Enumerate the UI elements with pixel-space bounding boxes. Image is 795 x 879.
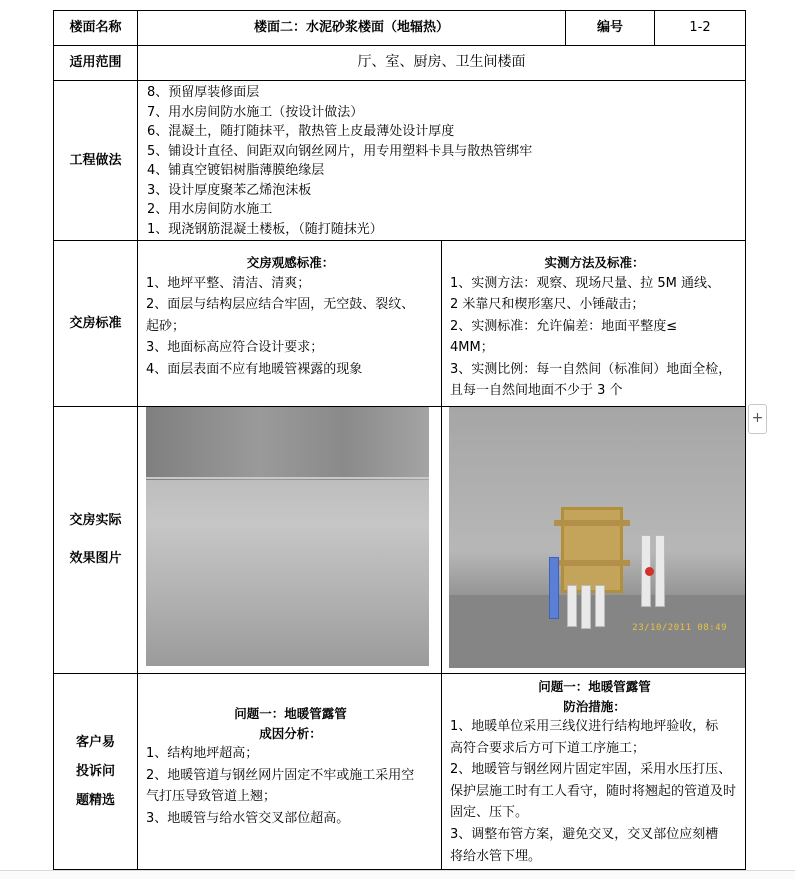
spec-table (53, 10, 746, 870)
visual-standard-cell (138, 241, 442, 407)
photo-timestamp: 23/10/2011 08:49 (632, 622, 727, 633)
photo-cell-manifold (442, 407, 746, 674)
photos-label-line: 效果图片 (69, 551, 122, 566)
visual-standard-line: 4、面层表面不应有地暖管裸露的现象 (146, 361, 363, 377)
measure-standard-line: 且每一自然间地面不少于 3 个 (450, 383, 623, 399)
cause-line: 2、地暖管道与钢丝网片固定不牢或施工采用空 (146, 767, 415, 783)
prevention-line: 保护层施工时有工人看守，随时将翘起的管道及时 (450, 783, 737, 799)
method-step: 1、现浇钢筋混凝土楼板，（随打随抹光） (147, 221, 383, 237)
prevention-line: 3、调整布管方案，避免交叉，交叉部位应刻槽 (450, 826, 719, 842)
cause-title: 问题一：地暖管露管 (234, 706, 347, 721)
prevention-line: 高符合要求后方可下道工序施工； (450, 740, 646, 756)
prevention-cell (442, 674, 746, 870)
visual-standard-line: 2、面层与结构层应结合牢固，无空鼓、裂纹、 (146, 297, 415, 313)
photo-cell-floor (138, 407, 442, 674)
name-label: 楼面名称 (54, 11, 138, 46)
name-value: 楼面二：水泥砂浆楼面（地辐热） (138, 11, 566, 46)
measure-standard-line: 2 米靠尺和楔形塞尺、小锤敲击； (450, 297, 645, 313)
photos-label (54, 407, 138, 674)
complaints-label-line: 题精选 (75, 793, 115, 808)
method-steps (138, 81, 746, 241)
method-step: 4、铺真空镀铝树脂薄膜绝缘层 (147, 163, 325, 178)
method-step: 7、用水房间防水施工（按设计做法） (147, 104, 364, 120)
method-label: 工程做法 (54, 81, 138, 241)
measure-standard-line: 1、实测方法：观察、现场尺量、拉 5M 通线、 (450, 275, 721, 291)
visual-standard-line: 3、地面标高应符合设计要求； (146, 340, 324, 356)
standard-row (54, 241, 746, 407)
header-row (54, 11, 746, 46)
complaints-label (54, 674, 138, 870)
prevention-subtitle: 防治措施： (563, 698, 626, 714)
prevention-line: 1、地暖单位采用三线仪进行结构地坪验收，标 (450, 719, 719, 734)
prevention-line: 将给水管下埋。 (450, 848, 542, 864)
complaints-label-line: 客户易 (75, 735, 115, 750)
visual-standard-line: 1、地坪平整、清洁、清爽； (146, 275, 311, 291)
valve-image (645, 567, 654, 576)
floor-photo (146, 407, 429, 666)
complaints-label-line: 投诉问 (75, 764, 115, 779)
method-step: 2、用水房间防水施工 (147, 202, 273, 217)
cause-line: 气打压导致管道上翘； (146, 789, 277, 805)
add-row-button[interactable]: + (748, 404, 767, 434)
cause-cell (138, 674, 442, 870)
method-row (54, 81, 746, 241)
method-step: 5、铺设计直径、间距双向钢丝网片，用专用塑料卡具与散热管绑牢 (147, 143, 533, 159)
cause-subtitle: 成因分析： (259, 725, 322, 741)
method-step: 8、预留厚装修面层 (147, 85, 260, 100)
measure-standard-title: 实测方法及标准： (544, 255, 645, 270)
photos-label-line: 交房实际 (69, 513, 122, 528)
measure-standard-line: 2、实测标准：允许偏差：地面平整度≤ (450, 318, 678, 334)
complaints-row (54, 674, 746, 870)
visual-standard-line: 起砂； (146, 318, 186, 334)
measure-standard-line: 3、实测比例：每一自然间（标准间）地面全检， (450, 361, 732, 377)
measure-standard-line: 4MM； (450, 340, 494, 356)
cause-line: 1、结构地坪超高； (146, 746, 259, 761)
scope-value: 厅、室、厨房、卫生间楼面 (138, 46, 746, 81)
scope-row (54, 46, 746, 81)
code-value: 1-2 (655, 11, 746, 46)
visual-standard-title: 交房观感标准： (246, 255, 335, 270)
cause-line: 3、地暖管与给水管交叉部位超高。 (146, 810, 350, 826)
prevention-line: 固定、压下。 (450, 805, 529, 821)
standard-label: 交房标准 (54, 241, 138, 407)
prevention-line: 2、地暖管与钢丝网片固定牢固，采用水压打压、 (450, 762, 732, 778)
method-step: 6、混凝土，随打随抹平，散热管上皮最薄处设计厚度 (147, 124, 455, 139)
photos-row (54, 407, 746, 674)
manifold-photo (449, 407, 745, 668)
code-label: 编号 (566, 11, 655, 46)
manifold-image (561, 507, 623, 593)
method-step: 3、设计厚度聚苯乙烯泡沫板 (147, 182, 312, 198)
scope-label: 适用范围 (54, 46, 138, 81)
measure-standard-cell (442, 241, 746, 407)
prevention-title: 问题一：地暖管露管 (538, 679, 651, 694)
